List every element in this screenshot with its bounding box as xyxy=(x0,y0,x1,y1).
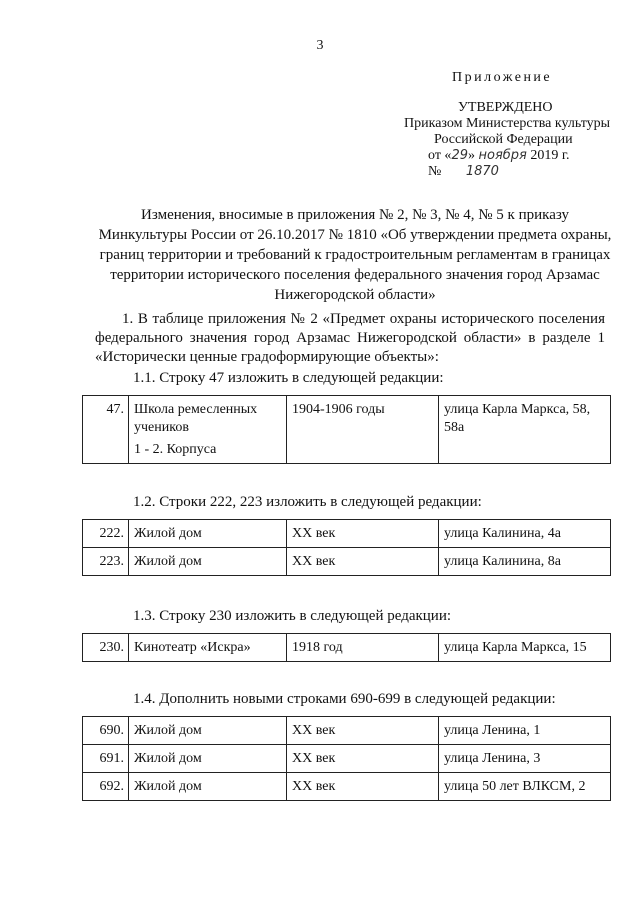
section-heading: 1.3. Строку 230 изложить в следующей редакции: xyxy=(133,608,452,624)
object-date: XX век xyxy=(287,717,439,745)
date-prefix: от « xyxy=(428,148,452,163)
object-name-extra: 1 - 2. Корпуса xyxy=(134,442,217,457)
ministry-line: Российской Федерации xyxy=(434,132,573,147)
object-date: XX век xyxy=(287,548,439,576)
section-heading: 1.4. Дополнить новыми строками 690-699 в следующей редакции: xyxy=(133,691,556,707)
object-date: XX век xyxy=(287,520,439,548)
date-year: 2019 г. xyxy=(530,148,570,163)
intro-paragraph: 1. В таблице приложения № 2 «Предмет охраны исторического поселения федерального значения город Арзамас Нижегородской области» в разделе 1 «Исторически ценные градоформирующие объекты»: xyxy=(95,311,605,365)
row-number: 691. xyxy=(83,745,129,773)
object-name: Жилой дом xyxy=(129,548,287,576)
object-name: Кинотеатр «Искра» xyxy=(129,634,287,662)
approved-label: УТВЕРЖДЕНО xyxy=(458,100,553,115)
table-row xyxy=(83,634,611,662)
table-row xyxy=(83,745,611,773)
page-number: 3 xyxy=(316,38,324,53)
number-prefix: № xyxy=(428,164,442,179)
row-number: 223. xyxy=(83,548,129,576)
object-date: XX век xyxy=(287,745,439,773)
number-handwritten: 1870 xyxy=(465,164,499,179)
object-name: Жилой дом xyxy=(129,773,287,801)
row-number: 230. xyxy=(83,634,129,662)
row-number: 47. xyxy=(83,396,129,464)
document-title: Изменения, вносимые в приложения № 2, № 3, № 4, № 5 к приказу Минкультуры России от 26.10.2017 № 1810 «Об утверждении предмета охраны, границ территории и требований к градостроительным регламентам в границах территории исторического поселения федерального значения город Арзамас Нижегородской области» xyxy=(98,207,612,303)
object-name: Жилой дом xyxy=(129,717,287,745)
object-address: улица Карла Маркса, 15 xyxy=(439,634,611,662)
object-address: улица 50 лет ВЛКСМ, 2 xyxy=(439,773,611,801)
row-number: 692. xyxy=(83,773,129,801)
object-name: Школа ремесленных учеников xyxy=(134,402,258,435)
date-day-handwritten: 29 xyxy=(451,148,468,163)
order-date xyxy=(428,148,570,164)
object-date: 1904-1906 годы xyxy=(287,396,439,464)
amendment-table xyxy=(82,716,611,801)
object-date: 1918 год xyxy=(287,634,439,662)
object-address: улица Ленина, 3 xyxy=(439,745,611,773)
table-row xyxy=(83,548,611,576)
table-row xyxy=(83,717,611,745)
section-heading: 1.2. Строки 222, 223 изложить в следующей редакции: xyxy=(133,494,482,510)
object-address: улица Карла Маркса, 58, 58а xyxy=(439,396,611,464)
object-name: Жилой дом xyxy=(129,745,287,773)
object-name-cell xyxy=(129,396,287,464)
amendment-table xyxy=(82,519,611,576)
table-row xyxy=(83,773,611,801)
table-row xyxy=(83,396,611,464)
order-number xyxy=(428,164,499,180)
amendment-table xyxy=(82,395,611,464)
object-date: XX век xyxy=(287,773,439,801)
date-mid: » xyxy=(467,148,475,163)
appendix-label: Приложение xyxy=(452,70,553,85)
section-heading: 1.1. Строку 47 изложить в следующей редакции: xyxy=(133,370,444,386)
date-month-handwritten: ноября xyxy=(478,148,527,163)
object-address: улица Калинина, 4а xyxy=(439,520,611,548)
amendment-table xyxy=(82,633,611,662)
order-line: Приказом Министерства культуры xyxy=(404,116,611,131)
object-name: Жилой дом xyxy=(129,520,287,548)
object-address: улица Ленина, 1 xyxy=(439,717,611,745)
row-number: 690. xyxy=(83,717,129,745)
row-number: 222. xyxy=(83,520,129,548)
object-address: улица Калинина, 8а xyxy=(439,548,611,576)
table-row xyxy=(83,520,611,548)
